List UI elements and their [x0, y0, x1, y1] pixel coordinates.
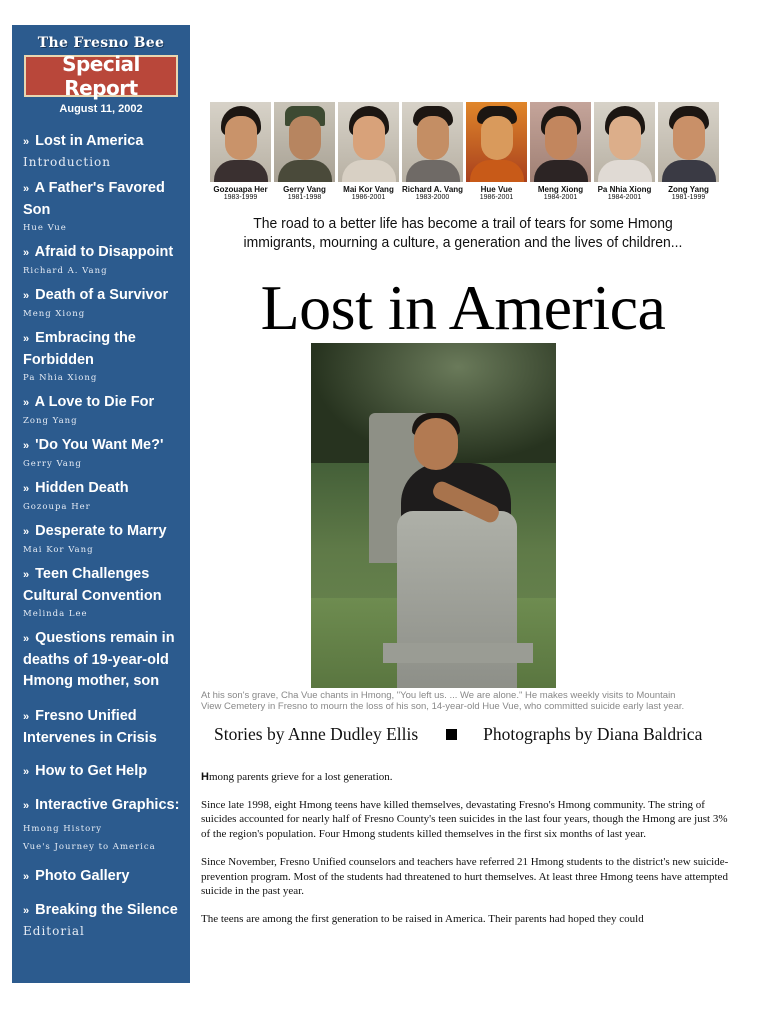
nav-label: Embracing the Forbidden — [23, 330, 136, 368]
portrait-photo — [402, 102, 463, 182]
nav-sub-link[interactable]: Gerry Vang — [23, 459, 82, 469]
portrait-years: 1983-2000 — [415, 194, 450, 201]
nav-label: Death of a Survivor — [35, 287, 169, 303]
victim-portrait — [274, 102, 335, 201]
raquo-icon: » — [23, 905, 30, 917]
victim-photo-strip — [210, 102, 716, 201]
raquo-icon: » — [23, 766, 30, 778]
photo-caption: At his son's grave, Cha Vue chants in Hmong, "You left us. ... We are alone." He makes weekly visits to Mountain View Cemetery in Fresno to mourn the loss of his son, 14-year-old Hue Vue, who committed suicide early last year. — [201, 690, 685, 712]
portrait-years: 1981-1999 — [671, 194, 706, 201]
nav-link[interactable] — [23, 628, 180, 692]
sidebar-item-breaking-the-silence — [23, 900, 180, 938]
raquo-icon: » — [23, 633, 30, 645]
portrait-years: 1986-2001 — [479, 194, 514, 201]
article-lead — [201, 770, 731, 785]
nav-sub-link[interactable]: Vue's Journey to America — [23, 842, 156, 852]
raquo-icon: » — [23, 183, 30, 195]
nav-sub-link[interactable]: Hue Vue — [23, 223, 67, 233]
nav-sub-link[interactable]: Pa Nhia Xiong — [23, 373, 98, 383]
portrait-name: Pa Nhia Xiong — [597, 185, 652, 194]
sidebar-item-how-to-get-help — [23, 761, 180, 783]
sidebar-item-death-of-a-survivor — [23, 285, 180, 319]
sidebar-item-interactive-graphics — [23, 795, 180, 852]
special-report-banner[interactable]: Special Report — [24, 55, 178, 97]
nav-link[interactable] — [23, 866, 180, 888]
masthead — [12, 25, 190, 115]
portrait-name: Mai Kor Vang — [343, 185, 394, 194]
nav-label: Questions remain in deaths of 19-year-old Hmong mother, son — [23, 630, 175, 689]
victim-portrait — [338, 102, 399, 201]
sidebar-item-embracing-the-forbidden — [23, 328, 180, 383]
portrait-years: 1984-2001 — [607, 194, 642, 201]
article-paragraph: The teens are among the first generation to be raised in America. Their parents had hoped they could — [201, 912, 644, 925]
raquo-icon: » — [23, 333, 30, 345]
paper-name[interactable]: The Fresno Bee — [37, 35, 165, 51]
raquo-icon: » — [23, 290, 30, 302]
raquo-icon: » — [23, 483, 30, 495]
nav-link[interactable] — [23, 478, 180, 500]
grave-photo — [311, 343, 556, 688]
portrait-name: Richard A. Vang — [402, 185, 464, 194]
nav-link[interactable] — [23, 564, 180, 607]
raquo-icon: » — [23, 526, 30, 538]
victim-portrait — [594, 102, 655, 201]
stories-credit: Stories by Anne Dudley Ellis — [214, 724, 419, 744]
portrait-name: Zong Yang — [668, 185, 709, 194]
portrait-photo — [338, 102, 399, 182]
victim-portrait — [466, 102, 527, 201]
issue-date: August 11, 2002 — [59, 103, 143, 115]
photos-credit: Photographs by Diana Baldrica — [483, 724, 703, 744]
page-title: Lost in America — [260, 272, 666, 343]
nav-link[interactable] — [23, 521, 180, 543]
nav-link[interactable] — [23, 435, 180, 457]
nav-label: Lost in America — [35, 133, 144, 149]
nav-link[interactable] — [23, 242, 180, 264]
sidebar-nav — [12, 115, 190, 938]
nav-link[interactable] — [23, 900, 180, 922]
sidebar-item-questions-remain — [23, 628, 180, 692]
portrait-years: 1983-1999 — [223, 194, 258, 201]
portrait-photo — [466, 102, 527, 182]
sidebar-item-lost-in-america — [23, 131, 180, 169]
nav-label: How to Get Help — [35, 763, 148, 779]
nav-link[interactable] — [23, 392, 180, 414]
credits-line — [214, 724, 714, 745]
victim-portrait — [530, 102, 591, 201]
sidebar-item-teen-challenges — [23, 564, 180, 619]
nav-label: A Love to Die For — [34, 394, 155, 410]
victim-portrait — [402, 102, 463, 201]
raquo-icon: » — [23, 397, 30, 409]
nav-label: A Father's Favored Son — [23, 180, 165, 218]
nav-label: Breaking the Silence — [35, 902, 178, 918]
victim-portrait — [658, 102, 719, 201]
portrait-photo — [530, 102, 591, 182]
nav-label: Afraid to Disappoint — [34, 244, 174, 260]
portrait-years: 1981-1998 — [287, 194, 322, 201]
nav-sub-link[interactable]: Mai Kor Vang — [23, 545, 94, 555]
portrait-photo — [594, 102, 655, 182]
article-paragraph: Since late 1998, eight Hmong teens have killed themselves, devastating Fresno's Hmong community. The string of suicides accounted for nearly half of Fresno County's teen suicides in the last four years, though the Hmong are just 3% of the region's population. Four Hmong students killed themselves in the first six months of last year. — [201, 798, 728, 841]
story-tagline: The road to a better life has become a trail of tears for some Hmong immigrants, mourning a culture, a generation and the lives of children... — [243, 215, 683, 251]
raquo-icon: » — [23, 440, 30, 452]
nav-link[interactable] — [23, 706, 180, 749]
lead-text: mong parents grieve for a lost generation. — [208, 771, 393, 783]
nav-label: Photo Gallery — [35, 868, 130, 884]
nav-sub-link[interactable]: Introduction — [23, 155, 111, 169]
portrait-years: 1984-2001 — [543, 194, 578, 201]
portrait-name: Gerry Vang — [283, 185, 326, 194]
sidebar-item-hidden-death — [23, 478, 180, 512]
nav-sub-link[interactable]: Meng Xiong — [23, 309, 86, 319]
raquo-icon: » — [23, 569, 30, 581]
nav-sub-link[interactable]: Gozoupa Her — [23, 502, 91, 512]
portrait-photo — [210, 102, 271, 182]
sidebar-item-do-you-want-me — [23, 435, 180, 469]
portrait-name: Hue Vue — [480, 185, 513, 194]
lead-initial: H — [201, 771, 209, 783]
hmong-history-link[interactable]: Hmong History — [23, 824, 103, 834]
nav-label: Interactive Graphics: — [35, 797, 180, 813]
nav-sub-link[interactable]: Melinda Lee — [23, 609, 88, 619]
sidebar-item-a-love-to-die-for — [23, 392, 180, 426]
nav-sub-link[interactable]: Zong Yang — [23, 416, 78, 426]
portrait-name: Gozouapa Her — [213, 185, 268, 194]
square-divider-icon — [446, 729, 457, 740]
sidebar-item-photo-gallery — [23, 866, 180, 888]
raquo-icon: » — [23, 136, 30, 148]
victim-portrait — [210, 102, 271, 201]
nav-link[interactable] — [23, 795, 180, 840]
sidebar-item-fresno-unified — [23, 706, 180, 749]
nav-label: Fresno Unified Intervenes in Crisis — [23, 708, 157, 746]
portrait-name: Meng Xiong — [537, 185, 584, 194]
nav-sub-link[interactable]: Richard A. Vang — [23, 266, 108, 276]
nav-label: Teen Challenges Cultural Convention — [23, 566, 162, 604]
nav-link[interactable] — [23, 285, 180, 307]
sidebar-item-desperate-to-marry — [23, 521, 180, 555]
article-paragraph: Since November, Fresno Unified counselors and teachers have referred 21 Hmong students to the district's new suicide-prevention program. Most of the students had threatened to hurt themselves. At least three Hmong teens have attempted suicide in the past year. — [201, 855, 729, 898]
nav-sub-link[interactable]: Editorial — [23, 924, 85, 938]
nav-label: Desperate to Marry — [35, 523, 167, 539]
nav-link[interactable] — [23, 178, 180, 221]
nav-link[interactable] — [23, 328, 180, 371]
sidebar-item-afraid-to-disappoint — [23, 242, 180, 276]
article-body — [201, 770, 731, 940]
sidebar-item-fathers-favored-son — [23, 178, 180, 233]
raquo-icon: » — [23, 711, 30, 723]
raquo-icon: » — [23, 871, 30, 883]
portrait-photo — [658, 102, 719, 182]
raquo-icon: » — [23, 247, 30, 259]
portrait-years: 1986-2001 — [351, 194, 386, 201]
sidebar — [12, 25, 190, 983]
nav-link[interactable] — [23, 761, 180, 783]
portrait-photo — [274, 102, 335, 182]
nav-label: Hidden Death — [35, 480, 129, 496]
nav-label: 'Do You Want Me?' — [35, 437, 164, 453]
nav-link[interactable] — [23, 131, 180, 153]
raquo-icon: » — [23, 800, 30, 812]
